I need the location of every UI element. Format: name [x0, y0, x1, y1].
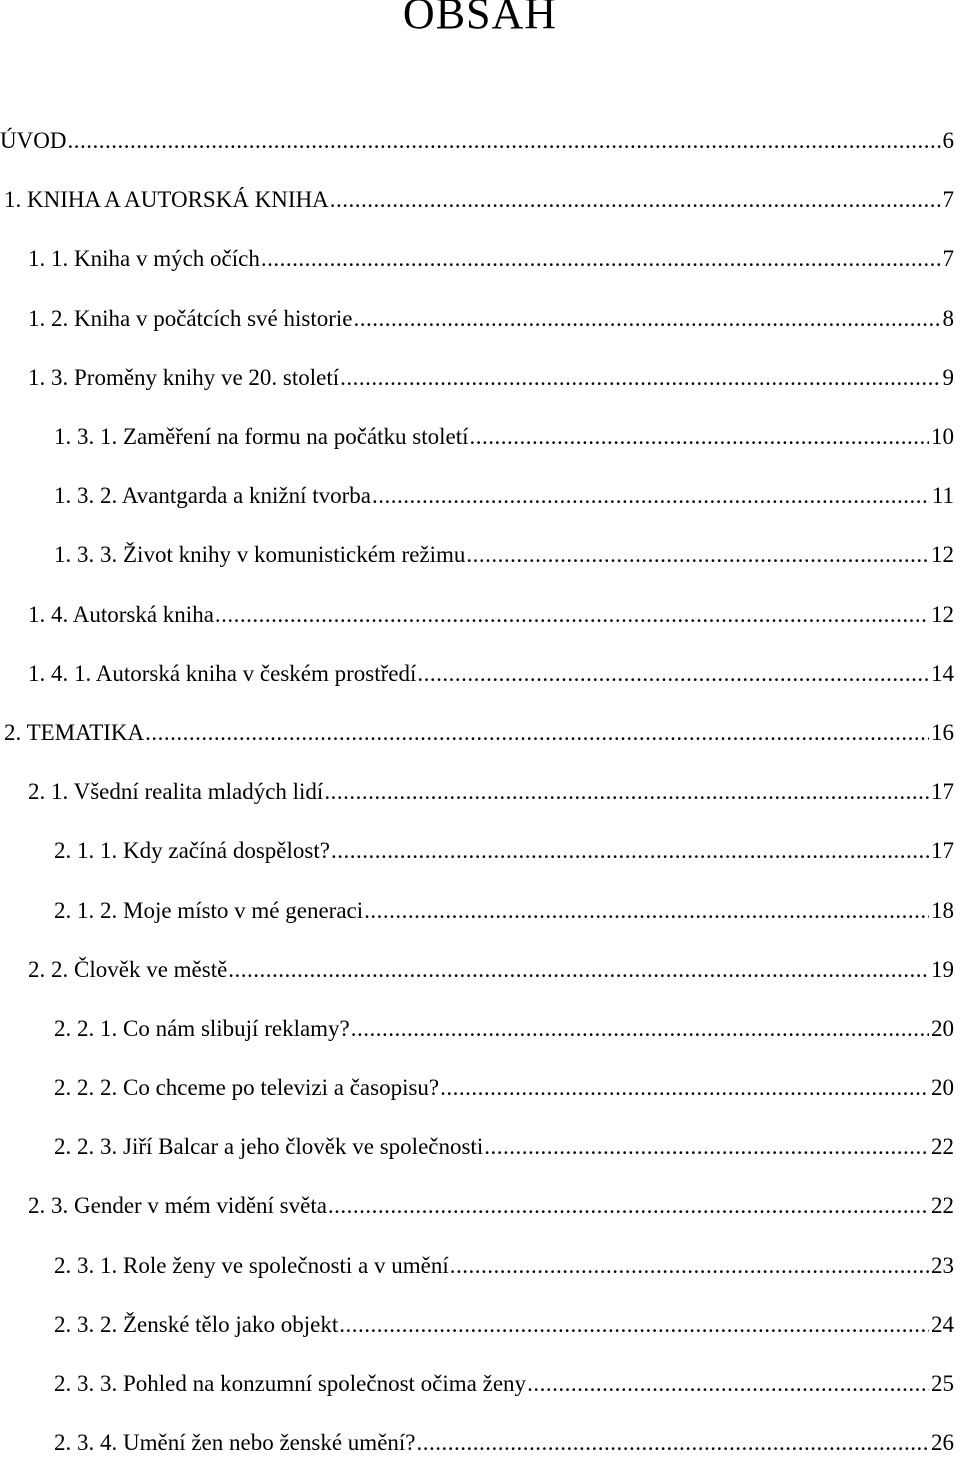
toc-entry-2-3-2[interactable]: [54, 1309, 954, 1341]
dot-leader: [215, 599, 929, 631]
toc-entry-2-2[interactable]: [28, 954, 954, 986]
dot-leader: [145, 717, 929, 749]
toc-entry-page: 12: [931, 602, 954, 627]
toc-entry-page: 23: [931, 1253, 954, 1278]
toc-entry-page: 8: [942, 306, 954, 331]
toc-entry-page: 19: [931, 957, 954, 982]
toc-entry-2[interactable]: [4, 717, 954, 749]
toc-entry-label: 1. 3. Proměny knihy ve 20. století: [28, 365, 340, 390]
toc-entry-page: 9: [942, 365, 954, 390]
toc-entry-page: 20: [931, 1075, 954, 1100]
dot-leader: [417, 658, 929, 690]
toc-entry-label: 1. KNIHA A AUTORSKÁ KNIHA: [4, 187, 329, 212]
dot-leader: [470, 421, 929, 453]
toc-entry-page: 11: [931, 483, 954, 508]
dot-leader: [324, 776, 929, 808]
toc-entry-label: ÚVOD: [0, 128, 67, 153]
toc-entry-page: 24: [931, 1312, 954, 1337]
toc-entry-page: 22: [931, 1193, 954, 1218]
toc-entry-label: 1. 4. Autorská kniha: [28, 602, 214, 627]
toc-entry-page: 18: [931, 898, 954, 923]
dot-leader: [527, 1368, 929, 1400]
toc-entry-label: 1. 1. Kniha v mých očích: [28, 246, 260, 271]
dot-leader: [417, 1427, 930, 1459]
toc-entry-page: 17: [931, 779, 954, 804]
dot-leader: [484, 1131, 929, 1163]
dot-leader: [340, 362, 940, 394]
toc-entry-label: 2. 3. 2. Ženské tělo jako objekt: [54, 1312, 339, 1337]
toc-entry-page: 26: [931, 1430, 954, 1455]
toc-entry-label: 2. 3. 1. Role ženy ve společnosti a v umění: [54, 1253, 449, 1278]
toc-entry-label: 1. 3. 3. Život knihy v komunistickém režimu: [54, 542, 466, 567]
toc-entry-label: 1. 3. 1. Zaměření na formu na počátku století: [54, 424, 469, 449]
toc-entry-1-4-1[interactable]: [28, 658, 954, 690]
dot-leader: [351, 1013, 929, 1045]
toc-entry-label: 2. 2. 1. Co nám slibují reklamy?: [54, 1016, 350, 1041]
dot-leader: [372, 480, 930, 512]
toc-entry-2-1[interactable]: [28, 776, 954, 808]
dot-leader: [67, 125, 940, 157]
toc-entry-1-1[interactable]: [28, 243, 954, 275]
toc-entry-2-1-1[interactable]: [54, 835, 954, 867]
toc-entry-1-3[interactable]: [28, 362, 954, 394]
toc-entry-1-3-3[interactable]: [54, 539, 954, 571]
toc-entry-page: 6: [942, 128, 954, 153]
toc-entry-page: 25: [931, 1371, 954, 1396]
dot-leader: [339, 1309, 929, 1341]
toc-entry-page: 12: [931, 542, 954, 567]
dot-leader: [331, 835, 929, 867]
toc-entry-label: 2. 3. Gender v mém vidění světa: [28, 1193, 327, 1218]
dot-leader: [328, 1190, 929, 1222]
toc-entry-1[interactable]: [4, 184, 954, 216]
toc-entry-2-3-3[interactable]: [54, 1368, 954, 1400]
page-title: OBSAH: [402, 0, 558, 38]
toc-entry-label: 2. 1. Všední realita mladých lidí: [28, 779, 324, 804]
toc-entry-label: 1. 3. 2. Avantgarda a knižní tvorba: [54, 483, 372, 508]
toc-entry-uvod[interactable]: [0, 125, 954, 157]
toc-entry-2-2-3[interactable]: [54, 1131, 954, 1163]
toc-entry-1-2[interactable]: [28, 303, 954, 335]
toc-entry-label: 1. 2. Kniha v počátcích své historie: [28, 306, 353, 331]
toc-entry-label: 2. 1. 1. Kdy začíná dospělost?: [54, 838, 330, 863]
toc-entry-page: 22: [931, 1134, 954, 1159]
toc-entry-2-3-1[interactable]: [54, 1250, 954, 1282]
toc-entry-2-3[interactable]: [28, 1190, 954, 1222]
toc-entry-label: 2. 2. 2. Co chceme po televizi a časopisu?: [54, 1075, 440, 1100]
dot-leader: [261, 243, 941, 275]
toc-entry-2-2-1[interactable]: [54, 1013, 954, 1045]
toc-entry-page: 7: [942, 246, 954, 271]
toc-entry-page: 20: [931, 1016, 954, 1041]
toc-entry-2-3-4[interactable]: [54, 1427, 954, 1459]
toc-entry-1-3-2[interactable]: [54, 480, 954, 512]
dot-leader: [330, 184, 941, 216]
dot-leader: [440, 1072, 929, 1104]
toc-entry-label: 2. 1. 2. Moje místo v mé generaci: [54, 898, 364, 923]
dot-leader: [228, 954, 929, 986]
toc-entry-2-2-2[interactable]: [54, 1072, 954, 1104]
toc-entry-label: 1. 4. 1. Autorská kniha v českém prostředí: [28, 661, 417, 686]
toc-entry-1-4[interactable]: [28, 599, 954, 631]
dot-leader: [466, 539, 929, 571]
dot-leader: [353, 303, 940, 335]
toc-entry-page: 17: [931, 838, 954, 863]
toc-entry-label: 2. 3. 3. Pohled na konzumní společnost očima ženy: [54, 1371, 527, 1396]
toc-entry-page: 7: [942, 187, 954, 212]
dot-leader: [364, 895, 929, 927]
toc-entry-page: 10: [931, 424, 954, 449]
toc-entry-page: 16: [931, 720, 954, 745]
toc-entry-label: 2. 2. 3. Jiří Balcar a jeho člověk ve společnosti: [54, 1134, 484, 1159]
toc-entry-label: 2. 3. 4. Umění žen nebo ženské umění?: [54, 1430, 416, 1455]
toc-entry-label: 2. TEMATIKA: [4, 720, 145, 745]
toc-entry-page: 14: [931, 661, 954, 686]
toc-entry-1-3-1[interactable]: [54, 421, 954, 453]
dot-leader: [450, 1250, 929, 1282]
toc-entry-2-1-2[interactable]: [54, 895, 954, 927]
toc-entry-label: 2. 2. Člověk ve městě: [28, 957, 228, 982]
